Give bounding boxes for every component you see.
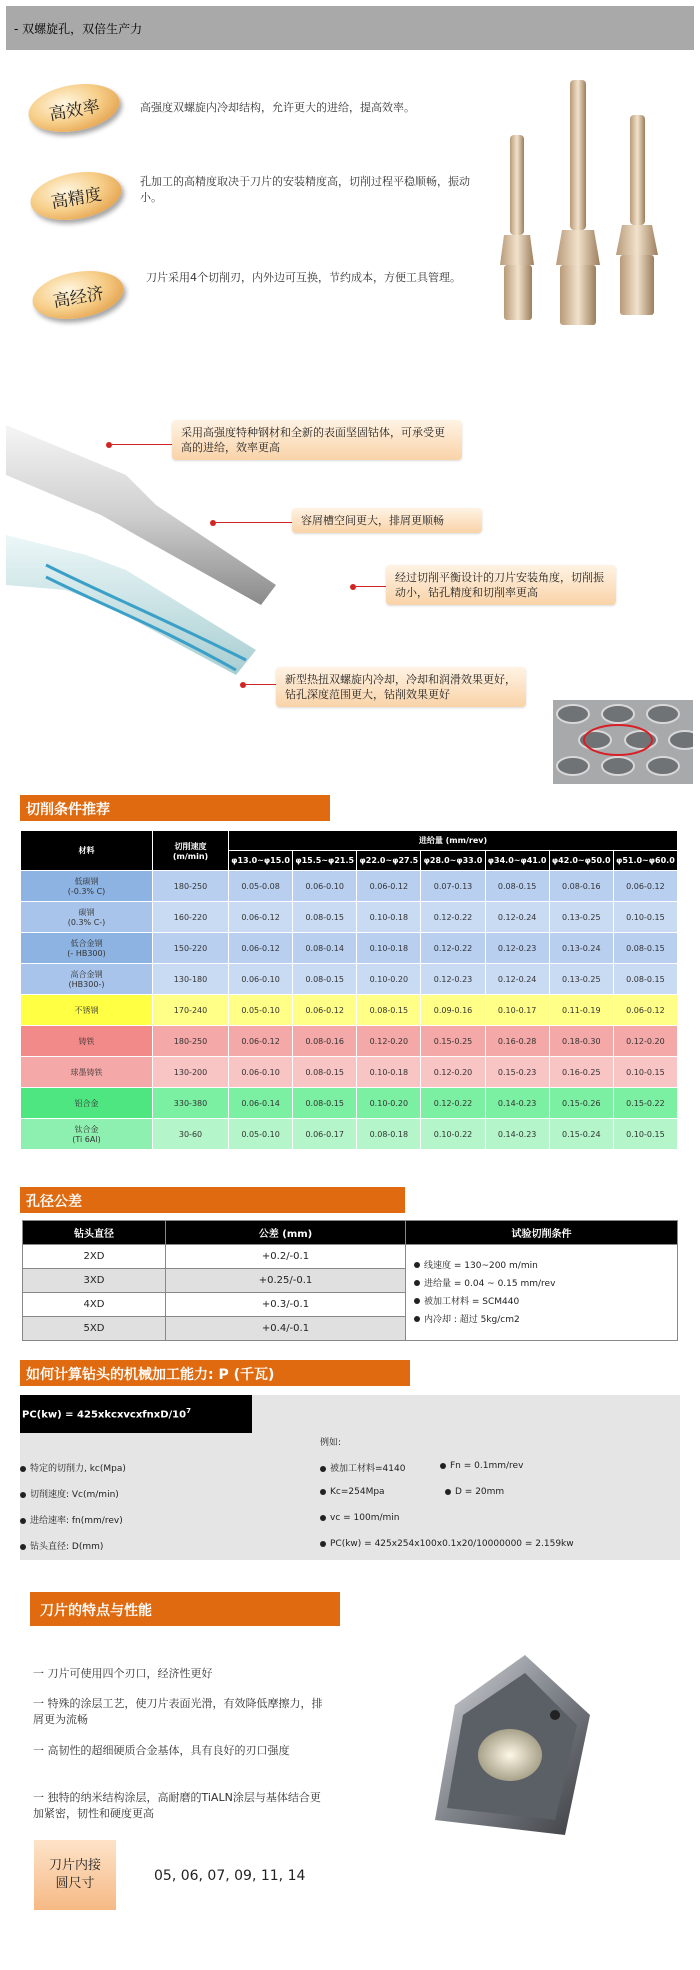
feed-cell: 0.13-0.24 <box>549 933 613 964</box>
cutting-row <box>21 1088 678 1119</box>
feed-cell: 0.06-0.17 <box>293 1119 357 1150</box>
feed-cell: 0.08-0.15 <box>613 933 677 964</box>
feed-cell: 0.06-0.12 <box>229 933 293 964</box>
callout-chip-space: 容屑槽空间更大，排屑更顺畅 <box>292 508 482 533</box>
feed-range-header: φ51.0~φ60.0 <box>613 851 677 871</box>
power-calc-panel <box>20 1395 680 1560</box>
tol-row-value: +0.25/-0.1 <box>166 1269 406 1293</box>
callout-material: 采用高强度特种钢材和全新的表面坚固钴体，可承受更高的进给，效率更高 <box>172 420 462 460</box>
feed-cell: 0.08-0.15 <box>485 871 549 902</box>
feed-cell: 0.12-0.20 <box>613 1026 677 1057</box>
feed-cell: 0.08-0.16 <box>549 871 613 902</box>
feature-text-precision: 孔加工的高精度取决于刀片的安装精度高，切削过程平稳顺畅，振动小。 <box>140 175 470 204</box>
tol-row-value: +0.2/-0.1 <box>166 1245 406 1269</box>
feed-cell: 0.08-0.15 <box>293 1088 357 1119</box>
power-param: 钻头直径: D(mm) <box>20 1539 103 1552</box>
callout-line-3 <box>356 586 386 587</box>
feed-cell: 0.06-0.10 <box>229 964 293 995</box>
tol-row-diameter: 5XD <box>23 1317 166 1341</box>
feed-cell: 0.12-0.22 <box>421 933 485 964</box>
drilled-holes-photo <box>553 700 693 784</box>
badge-economy: 高经济 <box>29 264 128 325</box>
tol-row-diameter: 2XD <box>23 1245 166 1269</box>
feed-cell: 0.12-0.20 <box>357 1026 421 1057</box>
speed-cell: 30-60 <box>153 1119 229 1150</box>
tol-header-tolerance: 公差 (mm) <box>166 1221 406 1245</box>
speed-cell: 160-220 <box>153 902 229 933</box>
drill-product-image <box>490 75 690 335</box>
tolerance-table <box>22 1220 678 1341</box>
feed-cell: 0.05-0.08 <box>229 871 293 902</box>
cutting-row <box>21 964 678 995</box>
speed-cell: 180-250 <box>153 1026 229 1057</box>
feed-cell: 0.12-0.22 <box>421 1088 485 1119</box>
material-cell <box>21 1088 153 1119</box>
col-header-feed: 进给量 (mm/rev) <box>229 831 678 851</box>
feed-cell: 0.10-0.15 <box>613 902 677 933</box>
speed-cell: 130-200 <box>153 1057 229 1088</box>
feed-cell: 0.11-0.19 <box>549 995 613 1026</box>
speed-cell: 180-250 <box>153 871 229 902</box>
insert-size-label: 刀片内接圆尺寸 <box>34 1840 116 1910</box>
feed-cell: 0.13-0.25 <box>549 902 613 933</box>
feed-cell: 0.18-0.30 <box>549 1026 613 1057</box>
feed-cell: 0.12-0.23 <box>485 933 549 964</box>
tol-row-value: +0.4/-0.1 <box>166 1317 406 1341</box>
feed-cell: 0.12-0.20 <box>421 1057 485 1088</box>
feed-cell: 0.06-0.14 <box>229 1088 293 1119</box>
material-spec: (Ti 6Al) <box>72 1135 101 1144</box>
feed-cell: 0.08-0.14 <box>293 933 357 964</box>
feed-cell: 0.10-0.20 <box>357 964 421 995</box>
material-spec: (- HB300) <box>67 949 106 958</box>
material-name: 高合金钢 <box>70 970 103 979</box>
feed-cell: 0.15-0.25 <box>421 1026 485 1057</box>
badge-efficiency: 高效率 <box>25 77 124 138</box>
material-spec: (0.3% C-) <box>67 918 106 927</box>
feed-cell: 0.10-0.18 <box>357 902 421 933</box>
power-example-label: 例如: <box>320 1438 342 1448</box>
header-title: - 双螺旋孔，双倍生产力 <box>14 22 143 36</box>
callout-dot-4 <box>240 682 246 688</box>
feed-cell: 0.14-0.23 <box>485 1088 549 1119</box>
badge-precision: 高精度 <box>27 165 126 226</box>
feed-cell: 0.12-0.23 <box>421 964 485 995</box>
callout-dot-1 <box>106 442 112 448</box>
speed-cell: 330-380 <box>153 1088 229 1119</box>
feed-cell: 0.06-0.12 <box>613 871 677 902</box>
feed-cell: 0.15-0.23 <box>485 1057 549 1088</box>
feed-range-header: φ13.0~φ15.0 <box>229 851 293 871</box>
insert-feature-item: 一 刀片可使用四个刃口，经济性更好 <box>33 1667 213 1680</box>
feed-cell: 0.10-0.15 <box>613 1119 677 1150</box>
material-cell <box>21 1119 153 1150</box>
material-cell <box>21 902 153 933</box>
power-param: 特定的切削力, kc(Mpa) <box>20 1461 126 1474</box>
callout-dot-2 <box>210 520 216 526</box>
speed-cell: 150-220 <box>153 933 229 964</box>
power-param: 进给速率: fn(mm/rev) <box>20 1513 123 1526</box>
feed-cell: 0.06-0.12 <box>229 1026 293 1057</box>
feature-text-efficiency: 高强度双螺旋内冷却结构，允许更大的进给，提高效率。 <box>140 101 415 114</box>
feed-cell: 0.08-0.16 <box>293 1026 357 1057</box>
feed-cell: 0.05-0.10 <box>229 995 293 1026</box>
material-name: 铝合金 <box>74 1098 99 1108</box>
feed-cell: 0.10-0.22 <box>421 1119 485 1150</box>
feed-cell: 0.08-0.15 <box>293 964 357 995</box>
material-spec: (HB300-) <box>68 980 105 989</box>
tol-condition-item: 被加工材料 = SCM440 <box>414 1293 677 1311</box>
feed-cell: 0.08-0.15 <box>293 1057 357 1088</box>
material-name: 不锈钢 <box>74 1005 99 1015</box>
callout-line-4 <box>246 684 276 685</box>
material-name: 钛合金 <box>74 1125 99 1134</box>
material-cell <box>21 871 153 902</box>
feed-cell: 0.10-0.20 <box>357 1088 421 1119</box>
feed-cell: 0.08-0.18 <box>357 1119 421 1150</box>
callout-insert-angle: 经过切削平衡设计的刀片安装角度，切削振动小，钻孔精度和切削率更高 <box>386 565 616 605</box>
feed-cell: 0.06-0.12 <box>293 995 357 1026</box>
insert-feature-item: 一 高韧性的超细硬质合金基体，具有良好的刃口强度 <box>33 1744 290 1757</box>
feed-cell: 0.16-0.28 <box>485 1026 549 1057</box>
feed-cell: 0.16-0.25 <box>549 1057 613 1088</box>
material-cell <box>21 1026 153 1057</box>
feed-cell: 0.12-0.24 <box>485 964 549 995</box>
feed-cell: 0.06-0.10 <box>293 871 357 902</box>
feed-cell: 0.06-0.10 <box>229 1057 293 1088</box>
material-name: 球墨铸铁 <box>70 1067 103 1077</box>
header-bar <box>6 6 694 50</box>
section-insert-title: 刀片的特点与性能 <box>30 1592 340 1626</box>
tol-condition-item: 内冷却 : 超过 5kg/cm2 <box>414 1311 677 1329</box>
cutting-row <box>21 1119 678 1150</box>
power-example-item: D = 20mm <box>445 1487 504 1497</box>
cutting-row <box>21 871 678 902</box>
feed-cell: 0.09-0.16 <box>421 995 485 1026</box>
speed-cell: 130-180 <box>153 964 229 995</box>
feed-range-header: φ34.0~φ41.0 <box>485 851 549 871</box>
material-name: 低碳钢 <box>74 877 99 886</box>
feed-cell: 0.08-0.15 <box>613 964 677 995</box>
power-example-item: vc = 100m/min <box>320 1513 400 1523</box>
feed-cell: 0.06-0.12 <box>613 995 677 1026</box>
material-cell <box>21 995 153 1026</box>
cutting-row <box>21 933 678 964</box>
power-example-item: PC(kw) = 425x254x100x0.1x20/10000000 = 2.159kw <box>320 1539 574 1549</box>
feed-cell: 0.10-0.17 <box>485 995 549 1026</box>
cutting-row <box>21 1057 678 1088</box>
insert-product-image <box>415 1645 600 1860</box>
material-name: 低合金钢 <box>70 939 103 948</box>
feed-cell: 0.15-0.22 <box>613 1088 677 1119</box>
cutting-row <box>21 1026 678 1057</box>
feed-cell: 0.15-0.24 <box>549 1119 613 1150</box>
feed-cell: 0.13-0.25 <box>549 964 613 995</box>
feed-cell: 0.10-0.18 <box>357 933 421 964</box>
tol-header-diameter: 钻头直径 <box>23 1221 166 1245</box>
callout-line-2 <box>216 522 292 523</box>
tol-condition-item: 进给量 = 0.04 ~ 0.15 mm/rev <box>414 1275 677 1293</box>
tol-row-diameter: 4XD <box>23 1293 166 1317</box>
feed-range-header: φ28.0~φ33.0 <box>421 851 485 871</box>
feature-text-economy: 刀片采用4个切削刃，内外边可互换，节约成本，方便工具管理。 <box>146 271 461 284</box>
section-power-title: 如何计算钻头的机械加工能力: P (千瓦) <box>20 1360 410 1386</box>
feed-cell: 0.10-0.15 <box>613 1057 677 1088</box>
feed-cell: 0.06-0.12 <box>229 902 293 933</box>
section-cutting-title: 切削条件推荐 <box>20 795 330 821</box>
insert-size-values: 05, 06, 07, 09, 11, 14 <box>154 1868 306 1884</box>
material-name: 铸铁 <box>78 1036 95 1046</box>
feed-cell: 0.07-0.13 <box>421 871 485 902</box>
feed-cell: 0.12-0.22 <box>421 902 485 933</box>
material-spec: (-0.3% C) <box>67 887 106 896</box>
tol-header-conditions: 试验切削条件 <box>406 1221 678 1245</box>
tol-row-diameter: 3XD <box>23 1269 166 1293</box>
insert-feature-item: 一 特殊的涂层工艺，使刀片表面光滑，有效降低摩擦力，排屑更为流畅 <box>33 1697 323 1726</box>
power-example-item: Kc=254Mpa <box>320 1487 385 1497</box>
insert-feature-item: 一 独特的纳米结构涂层，高耐磨的TiALN涂层与基体结合更加紧密，韧性和硬度更高 <box>33 1791 321 1820</box>
tol-condition-item: 线速度 = 130~200 m/min <box>414 1257 677 1275</box>
section-tolerance-title: 孔径公差 <box>20 1187 405 1213</box>
power-param: 切削速度: Vc(m/min) <box>20 1487 119 1500</box>
cutting-conditions-table <box>20 830 678 1150</box>
col-header-speed: 切削速度 (m/min) <box>153 831 229 871</box>
callout-dot-3 <box>350 584 356 590</box>
speed-cell: 170-240 <box>153 995 229 1026</box>
power-formula: $PC(kw) = 425xkcxvcxfnxD/10^7$ <box>20 1395 252 1433</box>
feed-cell: 0.10-0.18 <box>357 1057 421 1088</box>
material-cell <box>21 964 153 995</box>
callout-coolant: 新型热扭双螺旋内冷却，冷却和润滑效果更好，钻孔深度范围更大，钻削效果更好 <box>276 667 526 707</box>
feed-cell: 0.08-0.15 <box>357 995 421 1026</box>
feed-range-header: φ15.5~φ21.5 <box>293 851 357 871</box>
power-example-item: 被加工材料=4140 <box>320 1461 405 1474</box>
feed-range-header: φ22.0~φ27.5 <box>357 851 421 871</box>
feed-cell: 0.05-0.10 <box>229 1119 293 1150</box>
power-example-item: Fn = 0.1mm/rev <box>440 1461 523 1471</box>
tol-row-value: +0.3/-0.1 <box>166 1293 406 1317</box>
feed-cell: 0.14-0.23 <box>485 1119 549 1150</box>
feed-range-header: φ42.0~φ50.0 <box>549 851 613 871</box>
cutting-row <box>21 902 678 933</box>
feed-cell: 0.12-0.24 <box>485 902 549 933</box>
feed-cell: 0.06-0.12 <box>357 871 421 902</box>
callout-line-1 <box>112 444 172 445</box>
feed-cell: 0.15-0.26 <box>549 1088 613 1119</box>
material-cell <box>21 1057 153 1088</box>
col-header-material: 材料 <box>21 831 153 871</box>
material-cell <box>21 933 153 964</box>
cutting-row <box>21 995 678 1026</box>
feed-cell: 0.08-0.15 <box>293 902 357 933</box>
tol-conditions-list <box>406 1245 678 1341</box>
material-name: 碳钢 <box>78 908 95 917</box>
